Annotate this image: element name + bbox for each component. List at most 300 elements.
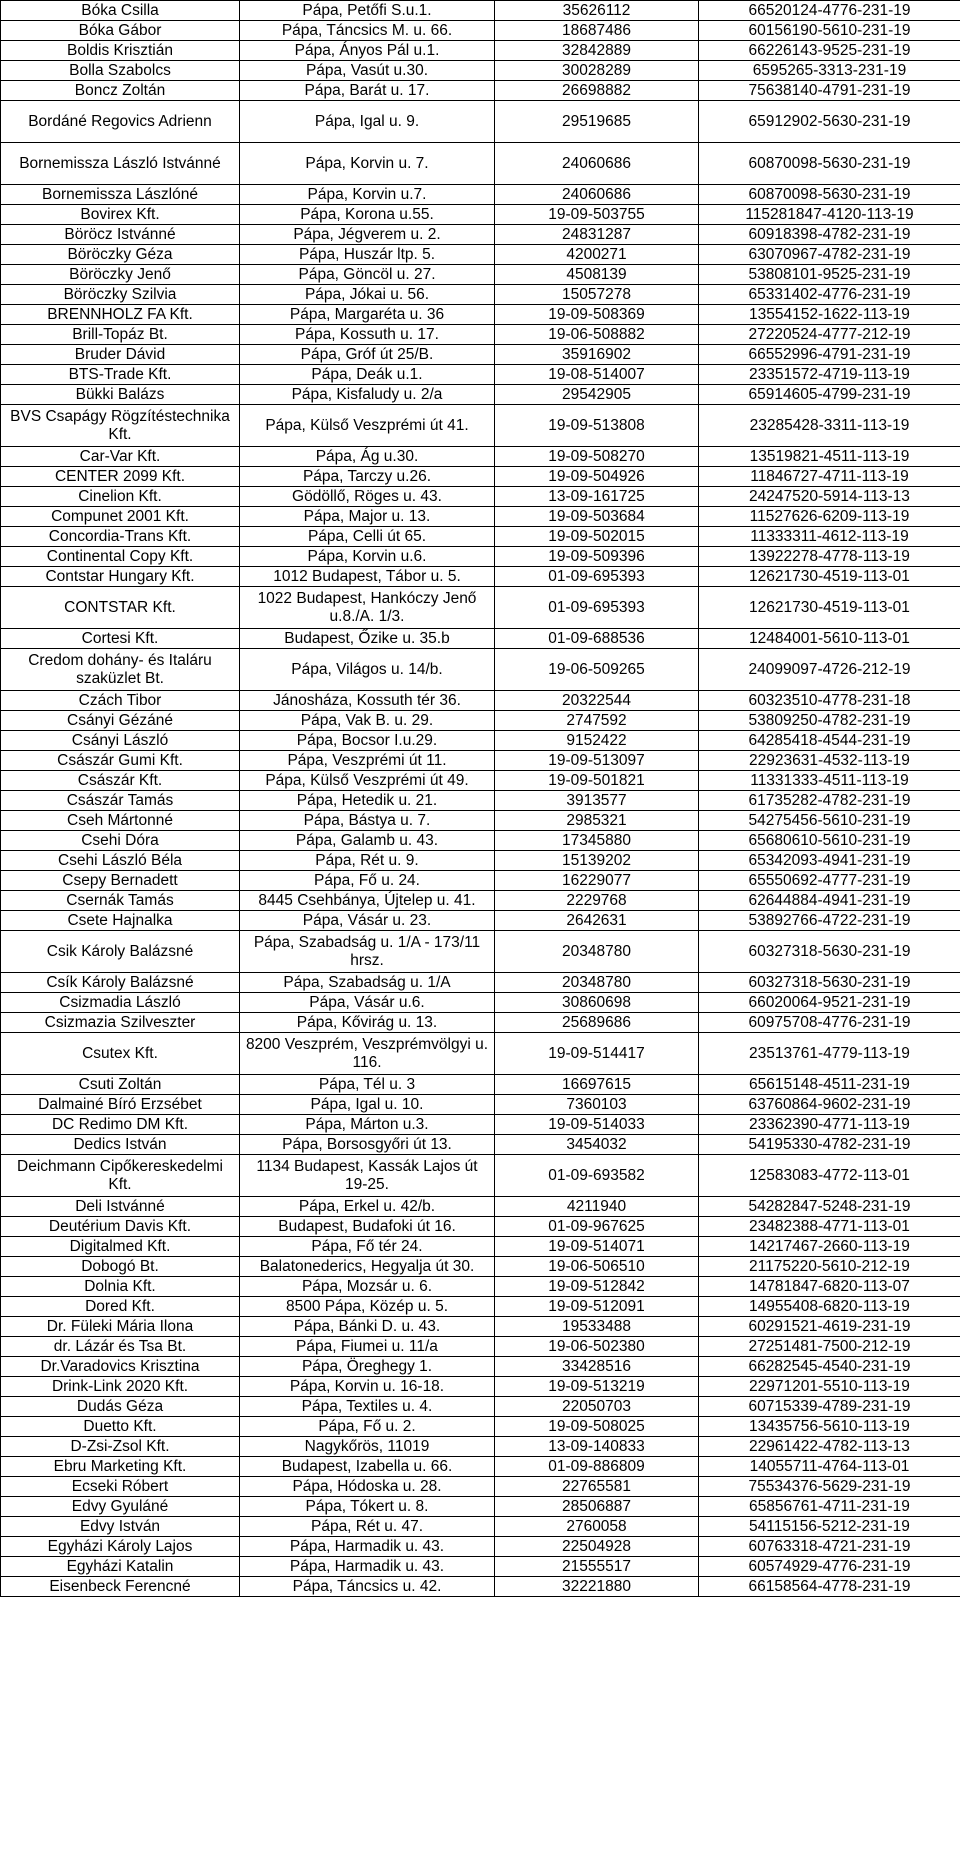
cell-address: Balatonederics, Hegyalja út 30.: [240, 1257, 495, 1277]
cell-registration-number: 29519685: [495, 101, 699, 143]
table-row: [1, 911, 960, 931]
cell-registration-number: 19-06-508882: [495, 325, 699, 345]
cell-address: Pápa, Korona u.55.: [240, 205, 495, 225]
registry-table-body: [1, 1, 960, 1597]
cell-tax-number: 23513761-4779-113-19: [699, 1033, 960, 1075]
cell-tax-number: 22961422-4782-113-13: [699, 1437, 960, 1457]
table-row: [1, 771, 960, 791]
table-row: [1, 1577, 960, 1597]
cell-registration-number: 13-09-140833: [495, 1437, 699, 1457]
table-row: [1, 81, 960, 101]
cell-registration-number: 2642631: [495, 911, 699, 931]
cell-registration-number: 13-09-161725: [495, 487, 699, 507]
cell-tax-number: 63070967-4782-231-19: [699, 245, 960, 265]
table-row: [1, 1537, 960, 1557]
cell-registration-number: 15057278: [495, 285, 699, 305]
cell-address: Jánosháza, Kossuth tér 36.: [240, 691, 495, 711]
cell-tax-number: 14055711-4764-113-01: [699, 1457, 960, 1477]
cell-address: Pápa, Ág u.30.: [240, 447, 495, 467]
cell-address: Pápa, Vásár u.6.: [240, 993, 495, 1013]
cell-registration-number: 01-09-693582: [495, 1155, 699, 1197]
cell-name: Car-Var Kft.: [1, 447, 240, 467]
table-row: [1, 831, 960, 851]
cell-tax-number: 14217467-2660-113-19: [699, 1237, 960, 1257]
cell-tax-number: 22971201-5510-113-19: [699, 1377, 960, 1397]
cell-name: Edvy István: [1, 1517, 240, 1537]
cell-registration-number: 19-06-509265: [495, 649, 699, 691]
cell-name: Deichmann Cipőkereskedelmi Kft.: [1, 1155, 240, 1197]
cell-address: Pápa, Kisfaludy u. 2/a: [240, 385, 495, 405]
table-row: [1, 1377, 960, 1397]
cell-tax-number: 65550692-4777-231-19: [699, 871, 960, 891]
cell-tax-number: 65914605-4799-231-19: [699, 385, 960, 405]
cell-address: Pápa, Erkel u. 42/b.: [240, 1197, 495, 1217]
cell-name: Ecseki Róbert: [1, 1477, 240, 1497]
cell-tax-number: 14955408-6820-113-19: [699, 1297, 960, 1317]
cell-registration-number: 19533488: [495, 1317, 699, 1337]
cell-registration-number: 01-09-688536: [495, 629, 699, 649]
cell-tax-number: 65856761-4711-231-19: [699, 1497, 960, 1517]
cell-address: Pápa, Celli út 65.: [240, 527, 495, 547]
table-row: [1, 851, 960, 871]
cell-name: Bolla Szabolcs: [1, 61, 240, 81]
cell-name: Dr.Varadovics Krisztina: [1, 1357, 240, 1377]
cell-tax-number: 60327318-5630-231-19: [699, 973, 960, 993]
cell-registration-number: 19-09-504926: [495, 467, 699, 487]
table-row: [1, 871, 960, 891]
cell-address: Pápa, Szabadság u. 1/A - 173/11 hrsz.: [240, 931, 495, 973]
cell-tax-number: 13519821-4511-113-19: [699, 447, 960, 467]
cell-registration-number: 19-06-506510: [495, 1257, 699, 1277]
cell-registration-number: 24831287: [495, 225, 699, 245]
table-row: [1, 143, 960, 185]
cell-tax-number: 54275456-5610-231-19: [699, 811, 960, 831]
table-row: [1, 1277, 960, 1297]
cell-registration-number: 16229077: [495, 871, 699, 891]
cell-name: Deli Istvánné: [1, 1197, 240, 1217]
cell-name: Csizmadia László: [1, 993, 240, 1013]
table-row: [1, 1357, 960, 1377]
cell-tax-number: 6595265-3313-231-19: [699, 61, 960, 81]
cell-name: Digitalmed Kft.: [1, 1237, 240, 1257]
cell-registration-number: 4211940: [495, 1197, 699, 1217]
cell-name: Bükki Balázs: [1, 385, 240, 405]
cell-name: Cinelion Kft.: [1, 487, 240, 507]
table-row: [1, 41, 960, 61]
cell-name: Czách Tibor: [1, 691, 240, 711]
table-row: [1, 1297, 960, 1317]
cell-name: Csernák Tamás: [1, 891, 240, 911]
cell-tax-number: 60918398-4782-231-19: [699, 225, 960, 245]
cell-registration-number: 35626112: [495, 1, 699, 21]
table-row: [1, 61, 960, 81]
table-row: [1, 811, 960, 831]
cell-tax-number: 66158564-4778-231-19: [699, 1577, 960, 1597]
table-row: [1, 1497, 960, 1517]
cell-address: Nagykőrös, 11019: [240, 1437, 495, 1457]
cell-registration-number: 19-09-502015: [495, 527, 699, 547]
cell-address: Pápa, Korvin u. 16-18.: [240, 1377, 495, 1397]
cell-registration-number: 20348780: [495, 973, 699, 993]
cell-address: Pápa, Margaréta u. 36: [240, 305, 495, 325]
cell-tax-number: 53892766-4722-231-19: [699, 911, 960, 931]
cell-name: Csehi Dóra: [1, 831, 240, 851]
cell-registration-number: 01-09-886809: [495, 1457, 699, 1477]
cell-tax-number: 53809250-4782-231-19: [699, 711, 960, 731]
table-row: [1, 711, 960, 731]
cell-name: Eisenbeck Ferencné: [1, 1577, 240, 1597]
cell-address: Pápa, Jókai u. 56.: [240, 285, 495, 305]
cell-address: Pápa, Táncsics M. u. 66.: [240, 21, 495, 41]
cell-name: Csík Károly Balázsné: [1, 973, 240, 993]
cell-name: Császár Tamás: [1, 791, 240, 811]
cell-tax-number: 27220524-4777-212-19: [699, 325, 960, 345]
cell-address: Pápa, Tókert u. 8.: [240, 1497, 495, 1517]
cell-name: Cseh Mártonné: [1, 811, 240, 831]
table-row: [1, 325, 960, 345]
cell-address: 8500 Pápa, Közép u. 5.: [240, 1297, 495, 1317]
cell-registration-number: 24060686: [495, 185, 699, 205]
cell-registration-number: 35916902: [495, 345, 699, 365]
table-row: [1, 1, 960, 21]
cell-tax-number: 12621730-4519-113-01: [699, 587, 960, 629]
cell-address: Budapest, Izabella u. 66.: [240, 1457, 495, 1477]
table-row: [1, 791, 960, 811]
table-row: [1, 285, 960, 305]
cell-registration-number: 4200271: [495, 245, 699, 265]
cell-name: Dalmainé Bíró Erzsébet: [1, 1095, 240, 1115]
cell-name: Böröczky Géza: [1, 245, 240, 265]
cell-name: Csányi Gézáné: [1, 711, 240, 731]
cell-tax-number: 60763318-4721-231-19: [699, 1537, 960, 1557]
cell-registration-number: 4508139: [495, 265, 699, 285]
cell-name: Császár Gumi Kft.: [1, 751, 240, 771]
cell-address: Pápa, Hódoska u. 28.: [240, 1477, 495, 1497]
cell-registration-number: 01-09-695393: [495, 587, 699, 629]
cell-tax-number: 65342093-4941-231-19: [699, 851, 960, 871]
cell-tax-number: 54282847-5248-231-19: [699, 1197, 960, 1217]
cell-address: Pápa, Bocsor I.u.29.: [240, 731, 495, 751]
cell-registration-number: 19-09-508025: [495, 1417, 699, 1437]
cell-name: Csizmazia Szilveszter: [1, 1013, 240, 1033]
cell-tax-number: 12484001-5610-113-01: [699, 629, 960, 649]
table-row: [1, 731, 960, 751]
cell-address: Pápa, Harmadik u. 43.: [240, 1557, 495, 1577]
cell-name: Egyházi Károly Lajos: [1, 1537, 240, 1557]
cell-name: Csuti Zoltán: [1, 1075, 240, 1095]
cell-tax-number: 60870098-5630-231-19: [699, 185, 960, 205]
cell-address: Pápa, Igal u. 10.: [240, 1095, 495, 1115]
cell-address: Pápa, Jégverem u. 2.: [240, 225, 495, 245]
table-row: [1, 101, 960, 143]
cell-address: Pápa, Deák u.1.: [240, 365, 495, 385]
cell-tax-number: 75534376-5629-231-19: [699, 1477, 960, 1497]
cell-registration-number: 24060686: [495, 143, 699, 185]
cell-name: BTS-Trade Kft.: [1, 365, 240, 385]
table-row: [1, 993, 960, 1013]
table-row: [1, 649, 960, 691]
cell-tax-number: 12621730-4519-113-01: [699, 567, 960, 587]
cell-tax-number: 23285428-3311-113-19: [699, 405, 960, 447]
cell-name: Deutérium Davis Kft.: [1, 1217, 240, 1237]
cell-name: Dored Kft.: [1, 1297, 240, 1317]
cell-name: Csehi László Béla: [1, 851, 240, 871]
cell-name: Brill-Topáz Bt.: [1, 325, 240, 345]
table-row: [1, 1437, 960, 1457]
cell-registration-number: 18687486: [495, 21, 699, 41]
table-row: [1, 385, 960, 405]
cell-registration-number: 22765581: [495, 1477, 699, 1497]
cell-registration-number: 19-06-502380: [495, 1337, 699, 1357]
cell-registration-number: 19-09-503755: [495, 205, 699, 225]
cell-name: Bóka Csilla: [1, 1, 240, 21]
cell-registration-number: 19-09-509396: [495, 547, 699, 567]
cell-registration-number: 21555517: [495, 1557, 699, 1577]
cell-address: Pápa, Vásár u. 23.: [240, 911, 495, 931]
cell-name: Böröczky Szilvia: [1, 285, 240, 305]
cell-address: Pápa, Veszprémi út 11.: [240, 751, 495, 771]
cell-name: BRENNHOLZ FA Kft.: [1, 305, 240, 325]
cell-name: Edvy Gyuláné: [1, 1497, 240, 1517]
cell-tax-number: 60975708-4776-231-19: [699, 1013, 960, 1033]
table-row: [1, 405, 960, 447]
table-row: [1, 1075, 960, 1095]
cell-name: Bovirex Kft.: [1, 205, 240, 225]
cell-name: Bornemissza Lászlóné: [1, 185, 240, 205]
cell-tax-number: 115281847-4120-113-19: [699, 205, 960, 225]
cell-address: 1022 Budapest, Hankóczy Jenő u.8./A. 1/3.: [240, 587, 495, 629]
table-row: [1, 507, 960, 527]
table-row: [1, 1013, 960, 1033]
cell-tax-number: 12583083-4772-113-01: [699, 1155, 960, 1197]
cell-tax-number: 60870098-5630-231-19: [699, 143, 960, 185]
cell-name: Concordia-Trans Kft.: [1, 527, 240, 547]
cell-registration-number: 26698882: [495, 81, 699, 101]
cell-address: Pápa, Korvin u.7.: [240, 185, 495, 205]
table-row: [1, 629, 960, 649]
cell-address: Pápa, Barát u. 17.: [240, 81, 495, 101]
cell-name: Contstar Hungary Kft.: [1, 567, 240, 587]
cell-name: Dudás Géza: [1, 1397, 240, 1417]
cell-registration-number: 19-09-512091: [495, 1297, 699, 1317]
cell-tax-number: 75638140-4791-231-19: [699, 81, 960, 101]
cell-tax-number: 11527626-6209-113-19: [699, 507, 960, 527]
cell-tax-number: 24099097-4726-212-19: [699, 649, 960, 691]
cell-tax-number: 66020064-9521-231-19: [699, 993, 960, 1013]
cell-name: Böröczky Jenő: [1, 265, 240, 285]
cell-tax-number: 66226143-9525-231-19: [699, 41, 960, 61]
cell-tax-number: 13435756-5610-113-19: [699, 1417, 960, 1437]
cell-registration-number: 20348780: [495, 931, 699, 973]
table-row: [1, 205, 960, 225]
cell-tax-number: 22923631-4532-113-19: [699, 751, 960, 771]
table-row: [1, 1517, 960, 1537]
cell-tax-number: 66520124-4776-231-19: [699, 1, 960, 21]
cell-address: Pápa, Gróf út 25/B.: [240, 345, 495, 365]
cell-registration-number: 19-09-513097: [495, 751, 699, 771]
cell-name: Boncz Zoltán: [1, 81, 240, 101]
cell-name: Drink-Link 2020 Kft.: [1, 1377, 240, 1397]
cell-registration-number: 19-09-508270: [495, 447, 699, 467]
table-row: [1, 1477, 960, 1497]
cell-tax-number: 60156190-5610-231-19: [699, 21, 960, 41]
cell-tax-number: 63760864-9602-231-19: [699, 1095, 960, 1115]
table-row: [1, 467, 960, 487]
table-row: [1, 1197, 960, 1217]
cell-registration-number: 30028289: [495, 61, 699, 81]
cell-registration-number: 7360103: [495, 1095, 699, 1115]
cell-name: dr. Lázár és Tsa Bt.: [1, 1337, 240, 1357]
cell-registration-number: 22050703: [495, 1397, 699, 1417]
cell-address: Pápa, Göncöl u. 27.: [240, 265, 495, 285]
cell-tax-number: 62644884-4941-231-19: [699, 891, 960, 911]
table-row: [1, 1217, 960, 1237]
cell-tax-number: 66282545-4540-231-19: [699, 1357, 960, 1377]
table-row: [1, 345, 960, 365]
cell-registration-number: 30860698: [495, 993, 699, 1013]
cell-address: 8200 Veszprém, Veszprémvölgyi u. 116.: [240, 1033, 495, 1075]
cell-name: Dr. Füleki Mária Ilona: [1, 1317, 240, 1337]
cell-tax-number: 54195330-4782-231-19: [699, 1135, 960, 1155]
cell-name: Cortesi Kft.: [1, 629, 240, 649]
cell-name: Csik Károly Balázsné: [1, 931, 240, 973]
table-row: [1, 527, 960, 547]
cell-address: Pápa, Öreghegy 1.: [240, 1357, 495, 1377]
cell-address: Pápa, Galamb u. 43.: [240, 831, 495, 851]
table-row: [1, 1033, 960, 1075]
cell-name: CENTER 2099 Kft.: [1, 467, 240, 487]
table-row: [1, 447, 960, 467]
cell-address: Pápa, Fiumei u. 11/a: [240, 1337, 495, 1357]
cell-name: Csete Hajnalka: [1, 911, 240, 931]
cell-tax-number: 13922278-4778-113-19: [699, 547, 960, 567]
table-row: [1, 245, 960, 265]
cell-tax-number: 61735282-4782-231-19: [699, 791, 960, 811]
table-row: [1, 1237, 960, 1257]
cell-tax-number: 11333311-4612-113-19: [699, 527, 960, 547]
cell-tax-number: 13554152-1622-113-19: [699, 305, 960, 325]
cell-registration-number: 16697615: [495, 1075, 699, 1095]
cell-tax-number: 21175220-5610-212-19: [699, 1257, 960, 1277]
table-row: [1, 587, 960, 629]
cell-registration-number: 20322544: [495, 691, 699, 711]
cell-address: Budapest, Őzike u. 35.b: [240, 629, 495, 649]
cell-address: Pápa, Tarczy u.26.: [240, 467, 495, 487]
cell-name: Böröcz Istvánné: [1, 225, 240, 245]
cell-address: Pápa, Textiles u. 4.: [240, 1397, 495, 1417]
cell-registration-number: 01-09-695393: [495, 567, 699, 587]
cell-tax-number: 60291521-4619-231-19: [699, 1317, 960, 1337]
table-row: [1, 1115, 960, 1135]
cell-address: Pápa, Rét u. 47.: [240, 1517, 495, 1537]
cell-name: Continental Copy Kft.: [1, 547, 240, 567]
cell-address: Pápa, Fő tér 24.: [240, 1237, 495, 1257]
cell-name: CONTSTAR Kft.: [1, 587, 240, 629]
cell-registration-number: 19-09-514071: [495, 1237, 699, 1257]
table-row: [1, 751, 960, 771]
cell-tax-number: 64285418-4544-231-19: [699, 731, 960, 751]
table-row: [1, 1457, 960, 1477]
cell-address: Pápa, Petőfi S.u.1.: [240, 1, 495, 21]
cell-name: Credom dohány- és Italáru szaküzlet Bt.: [1, 649, 240, 691]
cell-address: 8445 Csehbánya, Újtelep u. 41.: [240, 891, 495, 911]
cell-name: Csutex Kft.: [1, 1033, 240, 1075]
table-row: [1, 365, 960, 385]
cell-address: Budapest, Budafoki út 16.: [240, 1217, 495, 1237]
cell-tax-number: 23351572-4719-113-19: [699, 365, 960, 385]
table-row: [1, 1155, 960, 1197]
cell-address: Pápa, Hetedik u. 21.: [240, 791, 495, 811]
cell-address: Pápa, Fő u. 2.: [240, 1417, 495, 1437]
table-row: [1, 1257, 960, 1277]
cell-registration-number: 15139202: [495, 851, 699, 871]
cell-address: Pápa, Borsosgyőri út 13.: [240, 1135, 495, 1155]
cell-tax-number: 66552996-4791-231-19: [699, 345, 960, 365]
cell-tax-number: 11331333-4511-113-19: [699, 771, 960, 791]
cell-name: DC Redimo DM Kft.: [1, 1115, 240, 1135]
cell-address: 1012 Budapest, Tábor u. 5.: [240, 567, 495, 587]
cell-name: Császár Kft.: [1, 771, 240, 791]
table-row: [1, 1557, 960, 1577]
cell-registration-number: 2985321: [495, 811, 699, 831]
table-row: [1, 225, 960, 245]
cell-address: Pápa, Korvin u.6.: [240, 547, 495, 567]
cell-address: Pápa, Bástya u. 7.: [240, 811, 495, 831]
table-row: [1, 185, 960, 205]
cell-address: Pápa, Fő u. 24.: [240, 871, 495, 891]
cell-registration-number: 19-09-503684: [495, 507, 699, 527]
cell-name: Bruder Dávid: [1, 345, 240, 365]
cell-registration-number: 9152422: [495, 731, 699, 751]
cell-registration-number: 28506887: [495, 1497, 699, 1517]
cell-tax-number: 65331402-4776-231-19: [699, 285, 960, 305]
cell-address: Pápa, Huszár ltp. 5.: [240, 245, 495, 265]
table-row: [1, 1317, 960, 1337]
cell-registration-number: 3913577: [495, 791, 699, 811]
cell-address: Pápa, Tél u. 3: [240, 1075, 495, 1095]
cell-name: Bóka Gábor: [1, 21, 240, 41]
cell-address: Pápa, Táncsics u. 42.: [240, 1577, 495, 1597]
cell-registration-number: 19-09-513808: [495, 405, 699, 447]
cell-registration-number: 33428516: [495, 1357, 699, 1377]
table-row: [1, 973, 960, 993]
cell-address: Pápa, Mozsár u. 6.: [240, 1277, 495, 1297]
cell-name: D-Zsi-Zsol Kft.: [1, 1437, 240, 1457]
cell-registration-number: 19-09-514417: [495, 1033, 699, 1075]
cell-name: Boldis Krisztián: [1, 41, 240, 61]
cell-tax-number: 65615148-4511-231-19: [699, 1075, 960, 1095]
cell-name: Dobogó Bt.: [1, 1257, 240, 1277]
cell-tax-number: 14781847-6820-113-07: [699, 1277, 960, 1297]
cell-address: Pápa, Korvin u. 7.: [240, 143, 495, 185]
table-row: [1, 305, 960, 325]
cell-tax-number: 23482388-4771-113-01: [699, 1217, 960, 1237]
table-row: [1, 567, 960, 587]
table-row: [1, 21, 960, 41]
cell-tax-number: 24247520-5914-113-13: [699, 487, 960, 507]
table-row: [1, 547, 960, 567]
table-row: [1, 891, 960, 911]
cell-address: Pápa, Márton u.3.: [240, 1115, 495, 1135]
cell-address: Pápa, Major u. 13.: [240, 507, 495, 527]
cell-name: Duetto Kft.: [1, 1417, 240, 1437]
cell-address: Pápa, Vak B. u. 29.: [240, 711, 495, 731]
cell-registration-number: 19-09-514033: [495, 1115, 699, 1135]
cell-tax-number: 60327318-5630-231-19: [699, 931, 960, 973]
table-row: [1, 1337, 960, 1357]
cell-registration-number: 19-09-501821: [495, 771, 699, 791]
table-row: [1, 1135, 960, 1155]
